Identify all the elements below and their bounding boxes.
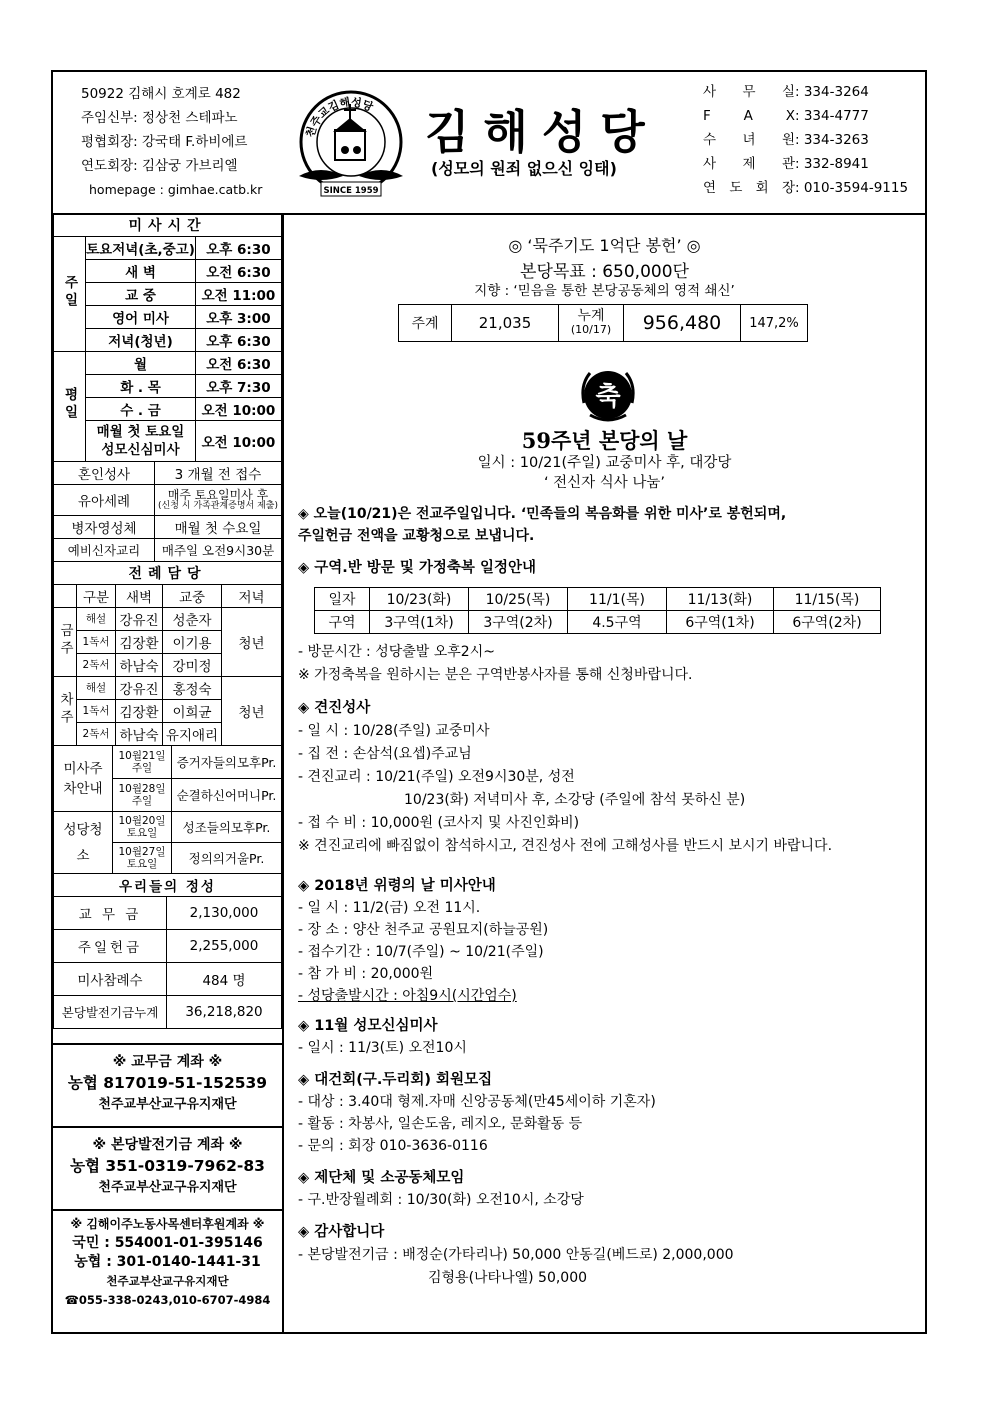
parish-subtitle: (성모의 원죄 없으신 잉태) [431,159,617,178]
liturgy-main: 홍정숙 [163,677,222,700]
liturgy-main: 이희균 [163,700,222,723]
sacrament-value: 매월 첫 수요일 [155,516,282,539]
parking-label: 미사주차안내 [54,746,113,812]
sacrament-name: 유아세례 [54,485,155,516]
offering-name: 교 무 금 [54,897,167,930]
liturgy-header: 구분 [77,585,116,608]
rosary-total-label: 누계 [577,308,605,324]
cleaning-label: 성당청소 [54,812,113,874]
contact-label [703,104,795,128]
liturgy-main: 이기용 [163,631,222,654]
liturgy-role: 해설 [77,608,116,631]
visits-title: ◈ 구역.반 방문 및 가정축복 일정안내 [298,560,536,576]
rosary-goal: 본당목표 : 650,000단 [520,262,689,282]
contact-label-char: F [703,108,711,124]
memorial-section: ◈ 2018년 위령의 날 미사안내 - 일 시 : 11/2(금) 오전 11시. - 장 소 : 양산 천주교 공원묘지(하늘공원) - 접수기간 : 10/7(주일) ~ 10/21(주일) - 참 가 비 : 20,000원 - 성당출발시간 : 아침9시(시간엄수) [298,878,549,1004]
sacrament-value: 매주 토요일미사 후 [167,488,269,502]
mass-name: 영어 미사 [86,306,196,329]
parking-cleaning-table [53,745,282,874]
mass-time: 오후 3:00 [195,306,281,329]
liturgy-dawn: 김장환 [116,631,163,654]
offering-value: 36,218,820 [167,996,282,1029]
mass-name: 새 벽 [86,260,196,283]
contact-label-char: 사 [703,156,717,172]
cleaning-date: 10월20일 토요일 [113,812,172,843]
liturgy-evening: 청년 [222,608,282,677]
mass-name: 수 . 금 [86,398,196,421]
mass-title: 미사시간 [54,214,282,237]
liturgy-header: 교중 [163,585,222,608]
homepage: homepage : gimhae.catb.kr [89,182,263,197]
parking-date: 10월28일 주일 [113,779,172,812]
contact-label [703,176,795,200]
contact-elder: 연 도 회 장 : 010-3594-9115 [703,176,908,200]
mass-name: 월 [86,352,196,375]
next-week-label: 차주 [57,691,73,727]
contact-rectory: 사 제 관 : 332-8941 [703,152,908,176]
offering-title: 우리들의 정성 [54,874,282,897]
liturgy-role: 해설 [77,677,116,700]
contact-label-char: X [785,108,795,124]
council-head: 평협회장: 강국태 F.하비에르 [81,134,248,150]
sunday-label: 주일 [61,274,78,310]
contact-fax: F A X : 334-4777 [703,104,908,128]
mass-name: 토요저녁(초,중고) [86,237,196,260]
contacts [703,80,908,200]
contact-label-char: 회 [755,180,769,196]
offering-name: 본당발전기금누계 [54,996,167,1029]
contact-label [703,152,795,176]
anniversary-note: ‘ 전신자 식사 나눔’ [543,475,666,491]
sacraments-table [53,461,282,562]
bulletin-frame [51,70,927,1334]
header [53,72,925,215]
visits-table: 일자 10/23(화) 10/25(목) 11/1(목) 11/13(화) 11/15(목) 구역 3구역(1차) 3구역(2차) 4.5구역 6구역(1차) 6구역(2차) [314,587,881,634]
sacrament-value: 매주일 오전9시30분 [155,539,282,562]
sacrament-note: (신청 시 가족관계증명서 제출) [158,501,278,511]
parish-title: 김해성당 [425,105,659,159]
rosary-total-date: (10/17) [570,323,612,336]
mass-time: 오전 10:00 [195,421,281,462]
liturgy-dawn: 강유진 [116,608,163,631]
development-account-number: 농협 351-0319-7962-83 [70,1157,265,1175]
cleaning-date: 10월27일 토요일 [113,843,172,874]
mass-time: 오전 6:30 [195,260,281,283]
contact-label-char: 장 [781,180,795,196]
logo-text: 천주교김해성당 [303,95,376,139]
liturgy-main: 유지애리 [163,723,222,746]
parking-date: 10월21일 주일 [113,746,172,779]
right-column [284,213,925,1334]
offering-value: 484 명 [167,963,282,996]
confirmation-section: ◈ 견진성사 - 일 시 : 10/28(주일) 교중미사 - 집 전 : 손삼석(요셉)주교님 - 견진교리 : 10/21(주일) 오전9시30분, 성전 10/23(화) 저녁미사 후, 소강당 (주일에 참석 못하신 분) - 접 수 비 : 10,000원 (코사지 및 사진인화비) ※ 견진교리에 빠짐없이 참석하시고, 견진성사 전에 고해성사를 반드시 보시기 바랍니다. [298,700,833,854]
rosary-week-label: 주계 [399,305,452,342]
thanks-section: ◈ 감사합니다 - 본당발전기금 : 배정순(가타리나) 50,000 안동길(베드로) 2,000,000 김형용(나타나엘) 50,000 [298,1224,734,1286]
offering-name: 미사참례수 [54,963,167,996]
liturgy-dawn: 강유진 [116,677,163,700]
development-account: ※ 본당발전기금 계좌 ※ 농협 351-0319-7962-83 천주교부산교구유지재단 [53,1126,282,1201]
rosary-aim: 지향 : ‘믿음을 통한 본당공동체의 영적 쇄신’ [474,283,735,299]
contact-label-char: 사 [703,84,717,100]
contact-label-char: 무 [742,84,756,100]
worker-center-account: ※ 김해이주노동사목센터후원계좌 ※ 국민 : 554001-01-395146 농협 : 301-0140-1441-31 천주교부산교구유지재단 ☎055-338-0243,010-6707-4984 [53,1209,282,1316]
mass-time: 오후 7:30 [195,375,281,398]
cleaning-team: 성조들의모후Pr. [172,812,282,843]
liturgy-dawn: 김장환 [116,700,163,723]
liturgy-main: 성춘자 [163,608,222,631]
tithe-account-number: 농협 817019-51-152539 [67,1074,268,1092]
mass-time: 오전 10:00 [195,398,281,421]
sacrament-value: 3 개월 전 접수 [155,462,282,485]
sacrament-name: 혼인성사 [54,462,155,485]
parish-logo [291,84,411,202]
pastor: 주임신부: 정상천 스테파노 [81,110,238,126]
rosary-table [398,304,808,342]
anniversary-when: 일시 : 10/21(주일) 교중미사 후, 대강당 [477,455,732,471]
cleaning-team: 정의의거울Pr. [172,843,282,874]
offering-table [53,873,282,1029]
mass-time: 오후 6:30 [195,329,281,352]
parking-team: 증거자들의모후Pr. [172,746,282,779]
contact-label-char: 원 [781,132,795,148]
liturgy-role: 1독서 [77,700,116,723]
offering-value: 2,130,000 [167,897,282,930]
mass-time: 오전 11:00 [195,283,281,306]
contact-label-char: A [743,108,753,124]
header-info [81,82,262,202]
sacrament-name: 병자영성체 [54,516,155,539]
tithe-account: ※ 교무금 계좌 ※ 농협 817019-51-152539 천주교부산교구유지재단 [53,1043,282,1118]
celebration-emblem [576,363,640,427]
contact-label [703,128,795,152]
contact-label-char: 녀 [742,132,756,148]
sacrament-name: 예비신자교리 [54,539,155,562]
offering-name: 주일헌금 [54,930,167,963]
weekday-label: 평일 [61,387,78,422]
parking-team: 순결하신어머니Pr. [172,779,282,812]
contact-label-char: 실 [781,84,795,100]
liturgy-dawn: 하남숙 [116,654,163,677]
left-column [53,213,284,1334]
contact-office: 사 무 실 : 334-3264 [703,80,908,104]
liturgy-header: 새벽 [116,585,163,608]
logo-since: SINCE 1959 [323,186,379,196]
mass-time: 오후 6:30 [195,237,281,260]
visits-notes: - 방문시간 : 성당출발 오후2시~ ※ 가정축복을 원하시는 분은 구역반봉사자를 통해 신청바랍니다. [298,644,693,683]
meeting-section: ◈ 제단체 및 소공동체모임 - 구.반장월례회 : 10/30(화) 오전10시, 소강당 [298,1170,584,1208]
emblem-text: 축 [595,382,621,412]
liturgy-role: 2독서 [77,654,116,677]
mass-name: 화 . 목 [86,375,196,398]
this-week-label: 금주 [57,622,73,658]
mass-name: 저녁(청년) [86,329,196,352]
rosary-title: ◎ ‘묵주기도 1억단 봉헌’ ◎ [508,236,701,255]
contact-label-char: 제 [742,156,756,172]
mass-schedule-table [53,213,282,462]
contact-label-char: 연 [703,180,717,196]
devotion-section: ◈ 11월 성모신심미사 - 일시 : 11/3(토) 오전10시 [298,1018,467,1056]
mission-sunday-notice: ◈ 오늘(10/21)은 전교주일입니다. ‘민족들의 복음화를 위한 미사’로 봉헌되며, 주일헌금 전액을 교황청으로 보냅니다. [298,506,787,544]
liturgy-main: 강미정 [163,654,222,677]
contact-label-char: 수 [703,132,717,148]
liturgy-dawn: 하남숙 [116,723,163,746]
rosary-percent: 147,2% [741,305,808,342]
liturgy-evening: 청년 [222,677,282,746]
offering-value: 2,255,000 [167,930,282,963]
liturgy-role: 2독서 [77,723,116,746]
rosary-week-value: 21,035 [452,305,559,342]
contact-label [703,80,795,104]
contact-label-char: 도 [729,180,743,196]
liturgy-title: 전례담당 [54,562,282,585]
liturgy-header: 저녁 [222,585,282,608]
liturgy-table [53,561,282,746]
contact-convent: 수 녀 원 : 334-3263 [703,128,908,152]
rosary-total-value: 956,480 [624,305,741,342]
mass-name: 매월 첫 토요일 성모신심미사 [86,421,196,462]
recruit-section: ◈ 대건회(구.두리회) 회원모집 - 대상 : 3.40대 형제.자매 신앙공동체(만45세이하 기혼자) - 활동 : 차봉사, 일손도움, 레지오, 문화활동 등 - 문의 : 회장 010-3636-0116 [298,1072,656,1154]
liturgy-role: 1독서 [77,631,116,654]
elder-head: 연도회장: 김삼궁 가브리엘 [81,158,238,174]
mass-time: 오전 6:30 [195,352,281,375]
contact-label-char: 관 [781,156,795,172]
anniversary-title: 59주년 본당의 날 [521,428,688,453]
address: 50922 김해시 호계로 482 [81,86,241,102]
mass-name: 교 중 [86,283,196,306]
